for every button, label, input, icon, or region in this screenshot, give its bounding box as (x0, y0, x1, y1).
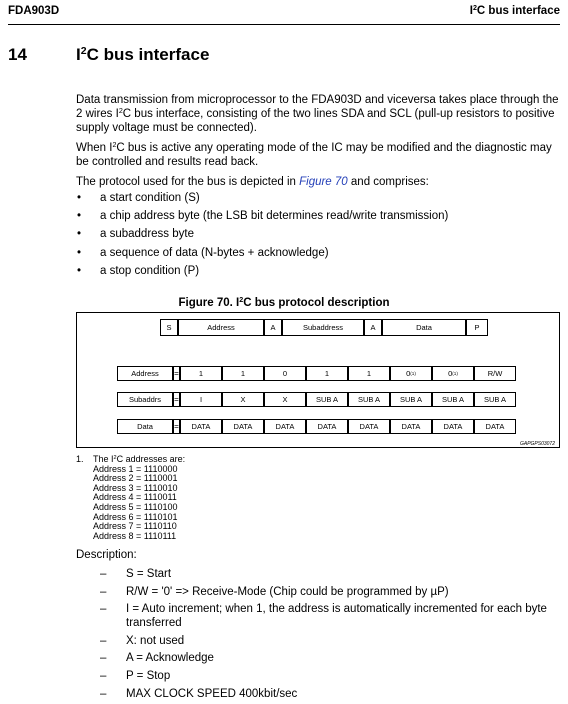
section-number: 14 (8, 45, 27, 64)
address-entry: Address 2 = 1110001 (93, 473, 178, 484)
section-title: $I^2C$ bus interface (76, 45, 210, 64)
data-bit-cell: DATA (474, 419, 516, 434)
equals-sign: = (173, 419, 180, 434)
data-bit-cell: DATA (432, 419, 474, 434)
proto-data-cell: Data (382, 319, 466, 336)
subaddress-bit-cell: I (180, 392, 222, 407)
description-list (76, 567, 560, 704)
bullet-item: • a sequence of data (N-bytes + acknowledge) (76, 246, 560, 264)
bullet-item: • a chip address byte (the LSB bit determines read/write transmission) (76, 209, 560, 227)
data-bit-cell: DATA (306, 419, 348, 434)
header-doc-id: FDA903D (8, 5, 60, 17)
proto-address-cell: Address (178, 319, 264, 336)
proto-subaddress-cell: Subaddress (282, 319, 364, 336)
description-item: – MAX CLOCK SPEED 400kbit/sec (76, 687, 560, 701)
proto-stop-cell: P (466, 319, 488, 336)
row-label-address: Address (117, 366, 173, 381)
bullet-item: • a subaddress byte (76, 227, 560, 245)
footnote-number: 1. (76, 454, 84, 464)
subaddress-bit-cell: SUB A (348, 392, 390, 407)
figure-title: Figure 70. $I^2C$ bus protocol description (178, 296, 390, 309)
subaddress-bit-cell: SUB A (390, 392, 432, 407)
proto-start-cell: S (160, 319, 178, 336)
footnote-intro: The $I^2C$ addresses are: (93, 454, 186, 464)
subaddress-bit-cell: SUB A (474, 392, 516, 407)
data-bit-cell: DATA (222, 419, 264, 434)
description-heading: Description: (76, 549, 137, 561)
address-entry: Address 7 = 1110110 (93, 521, 177, 532)
paragraph-protocol: The protocol used for the bus is depicted in Figure 70 and comprises: (76, 176, 429, 188)
address-bit-cell: 0 (1) (432, 366, 474, 381)
bullet-item: • a start condition (S) (76, 191, 560, 209)
header-section-title: $I^2C$ bus interface (469, 4, 560, 17)
address-bit-cell: R/W (474, 366, 516, 381)
proto-ack-cell: A (364, 319, 382, 336)
figure-70-diagram (76, 312, 560, 448)
paragraph-intro: Data transmission from microprocessor to the FDA903D and viceversa takes place through the 2 wires $I^2C$ bus interface, consisting of the two lines SDA and SCL (pull-up resistors to positive supply voltage must be connected). (76, 94, 559, 134)
description-item: – P = Stop (76, 669, 560, 683)
subaddress-bit-cell: X (264, 392, 306, 407)
row-label-data: Data (117, 419, 173, 434)
proto-ack-cell: A (264, 319, 282, 336)
figure-code: GAPGPS03072 (519, 441, 555, 447)
address-entry: Address 8 = 1110111 (93, 530, 177, 541)
address-entry: Address 4 = 1110011 (93, 492, 177, 503)
address-bit-cell: 1 (222, 366, 264, 381)
address-bit-cell: 1 (180, 366, 222, 381)
equals-sign: = (173, 366, 180, 381)
equals-sign: = (173, 392, 180, 407)
header-divider (8, 24, 560, 25)
subaddress-bit-cell: SUB A (306, 392, 348, 407)
data-bit-cell: DATA (180, 419, 222, 434)
footnote-text (93, 455, 185, 541)
description-item: – R/W = '0' => Receive-Mode (Chip could be programmed by µP) (76, 585, 560, 599)
figure-70-link[interactable]: Figure 70 (299, 176, 348, 188)
paragraph-active-mode: When $I^2C$ bus is active any operating mode of the IC may be modified and the diagnostic may be controlled and results read back. (76, 141, 552, 168)
body-text (76, 93, 560, 282)
address-entry: Address 1 = 1110000 (93, 463, 178, 474)
address-entry: Address 5 = 1110100 (93, 501, 178, 512)
address-entry: Address 3 = 1110010 (93, 482, 178, 493)
description-item: – A = Acknowledge (76, 651, 560, 665)
data-bit-cell: DATA (348, 419, 390, 434)
row-label-subaddress: Subaddrs (117, 392, 173, 407)
protocol-bullet-list (76, 191, 560, 282)
data-bit-cell: DATA (264, 419, 306, 434)
address-bit-cell: 1 (306, 366, 348, 381)
description-item: – X: not used (76, 634, 560, 648)
description-item: – S = Start (76, 567, 560, 581)
bullet-item: • a stop condition (P) (76, 264, 560, 282)
address-entry: Address 6 = 1110101 (93, 511, 178, 522)
subaddress-bit-cell: X (222, 392, 264, 407)
data-bit-cell: DATA (390, 419, 432, 434)
address-bit-cell: 1 (348, 366, 390, 381)
address-bit-cell: 0 (264, 366, 306, 381)
address-bit-cell: 0 (1) (390, 366, 432, 381)
description-item: – I = Auto increment; when 1, the address is automatically incremented for each byte transferred (76, 602, 560, 630)
subaddress-bit-cell: SUB A (432, 392, 474, 407)
